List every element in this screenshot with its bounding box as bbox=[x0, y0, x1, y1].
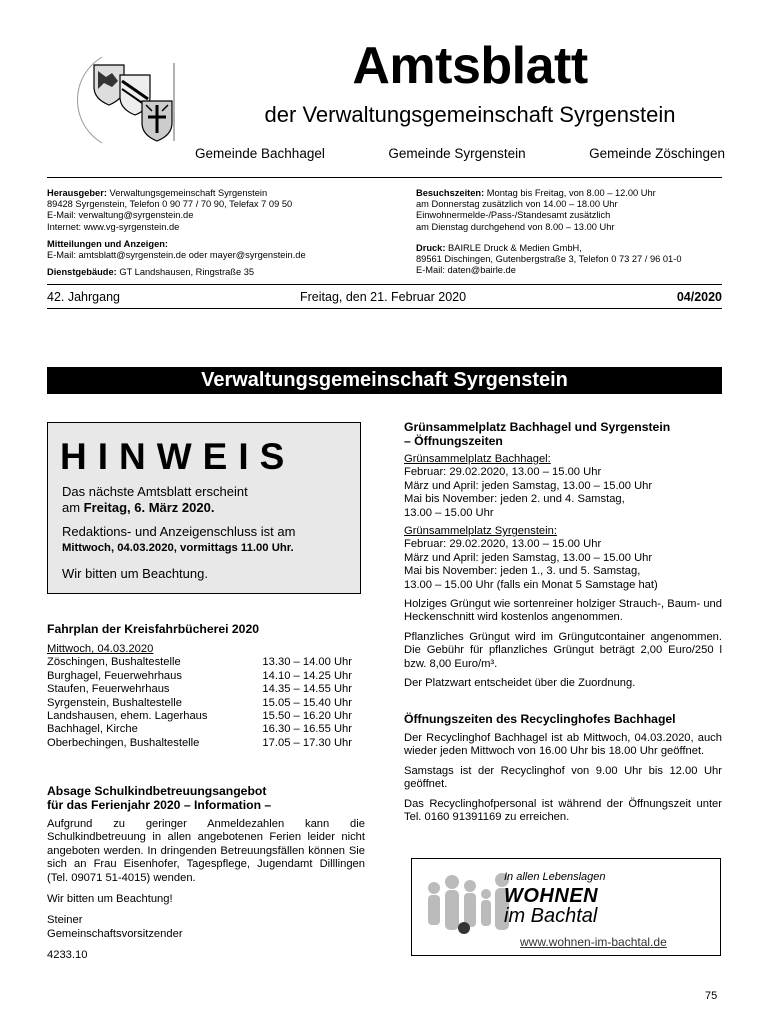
schedule-heading: Fahrplan der Kreisfahrbücherei 2020 bbox=[47, 622, 260, 636]
stop-time: 15.05 – 15.40 Uhr bbox=[262, 696, 352, 709]
stop-place: Bachhagel, Kirche bbox=[47, 723, 138, 736]
ad-brand-sub: im Bachtal bbox=[504, 905, 598, 927]
table-row bbox=[47, 737, 352, 750]
divider bbox=[47, 284, 722, 285]
table-row bbox=[47, 710, 352, 723]
stop-time: 13.30 – 14.00 Uhr bbox=[262, 656, 352, 669]
stop-time: 15.50 – 16.20 Uhr bbox=[262, 710, 352, 723]
publisher-info: Herausgeber: Verwaltungsgemeinschaft Syrgenstein 89428 Syrgenstein, Telefon 0 90 77 / 70 90, Telefax 7 09 50 E-Mail: verwaltung@syrgenstein.de Internet: www.vg-syrgenstein.de Mitteilungen und Anzeigen: E-Mail: amtsblatt@syrgenstein.de oder mayer@syrgenstein.de Dienstgebäude: GT Landshausen, Ringstraße 35 bbox=[47, 188, 306, 278]
signer: Steiner bbox=[47, 914, 83, 927]
stop-place: Staufen, Feuerwehrhaus bbox=[47, 683, 170, 696]
issue-date: Freitag, den 21. Februar 2020 bbox=[300, 290, 467, 304]
reference-number: 4233.10 bbox=[47, 949, 88, 962]
notice-title: HINWEIS bbox=[60, 436, 296, 477]
section-banner: Verwaltungsgemeinschaft Syrgenstein bbox=[47, 367, 722, 394]
ad-tagline: In allen Lebenslagen bbox=[504, 871, 606, 883]
masthead-title: Amtsblatt bbox=[352, 37, 588, 95]
table-row bbox=[47, 670, 352, 683]
cancellation-heading: Absage Schulkindbetreuungsangebot bbox=[47, 784, 267, 798]
recycling-heading: Öffnungszeiten des Recyclinghofes Bachhagel bbox=[404, 712, 676, 726]
schedule-table bbox=[47, 656, 352, 750]
ad-url-link[interactable]: www.wohnen-im-bachtal.de bbox=[520, 935, 667, 949]
masthead-subtitle: der Verwaltungsgemeinschaft Syrgenstein bbox=[264, 102, 676, 127]
issue-number: 04/2020 bbox=[676, 290, 722, 304]
people-silhouettes-icon bbox=[420, 868, 516, 938]
childcare-cancellation: Absage Schulkindbetreuungsangebot für das Ferienjahr 2020 – Information – Aufgrund zu geringer Anmeldezahlen kann die Schulkindbetreuung in allen angebotenen Ferien leider nicht angeboten werden. In dringenden Betreuungsfällen können Sie sich an Frau Eisenhofer, Tagespflege, Jugendamt Dilllingen (Tel. 09071 51-4015) wenden. Wir bitten um Beachtung! Steiner Gemeinschaftsvorsitzender 4233.10 bbox=[47, 784, 365, 962]
green-waste-heading: Grünsammelplatz Bachhagel und Syrgenstein bbox=[404, 420, 671, 434]
divider bbox=[47, 308, 722, 309]
recycling-hours: Öffnungszeiten des Recyclinghofes Bachhagel Der Recyclinghof Bachhagel ist ab Mittwoch, 04.03.2020, auch wieder jeden Mittwoch von 16.00 Uhr bis 18.00 Uhr geöffnet. Samstags ist der Recyclinghof von 9.00 Uhr bis 12.00 Uhr geöffnet. Das Recyclinghofpersonal ist während der Öffnungszeit unter Tel. 0160 91391169 zu erreichen. bbox=[404, 712, 722, 824]
stop-place: Syrgenstein, Bushaltestelle bbox=[47, 696, 182, 709]
municipality-syrgenstein: Gemeinde Syrgenstein bbox=[388, 146, 526, 161]
notice-text: Das nächste Amtsblatt erscheint am Freitag, 6. März 2020. Redaktions- und Anzeigenschluss ist am Mittwoch, 04.03.2020, vormittags 11.00 Uhr. Wir bitten um Beachtung. bbox=[62, 484, 296, 581]
stop-place: Oberbechingen, Bushaltestelle bbox=[47, 736, 200, 749]
divider bbox=[47, 177, 722, 178]
stop-time: 14.10 – 14.25 Uhr bbox=[262, 669, 352, 682]
municipality-bachhagel: Gemeinde Bachhagel bbox=[195, 146, 325, 161]
coat-of-arms-logo bbox=[62, 45, 182, 155]
schedule-date: Mittwoch, 04.03.2020 bbox=[47, 643, 154, 655]
library-bus-schedule bbox=[47, 622, 352, 750]
stop-time: 14.35 – 14.55 Uhr bbox=[262, 683, 352, 696]
table-row bbox=[47, 683, 352, 696]
table-row bbox=[47, 697, 352, 710]
municipality-zoeschingen: Gemeinde Zöschingen bbox=[589, 146, 725, 161]
municipality-list bbox=[195, 146, 725, 161]
stop-place: Landshausen, ehem. Lagerhaus bbox=[47, 710, 208, 723]
ad-brand: WOHNEN bbox=[504, 885, 599, 907]
volume: 42. Jahrgang bbox=[47, 290, 120, 304]
stop-time: 16.30 – 16.55 Uhr bbox=[262, 723, 352, 736]
visiting-info: Besuchszeiten: Montag bis Freitag, von 8.00 – 12.00 Uhr am Donnerstag zusätzlich von 14.00 – 18.00 Uhr Einwohnermelde-/Pass-/Standesamt zusätzlich am Dienstag durchgehend von 8.00 – 13.00 Uhr Druck: BAIRLE Druck & Medien GmbH, 89561 Dischingen, Gutenbergstraße 3, Telefon 0 73 27 / 96 01-0 E-Mail: daten@bairle.de bbox=[416, 188, 682, 276]
table-row bbox=[47, 656, 352, 669]
stop-time: 17.05 – 17.30 Uhr bbox=[262, 736, 352, 749]
green-waste-hours: Grünsammelplatz Bachhagel und Syrgenstein – Öffnungszeiten Grünsammelplatz Bachhagel: Februar: 29.02.2020, 13.00 – 15.00 Uhr März und April: jeden Samstag, 13.00 – 15.00 Uhr Mai bis November: jeden 2. und 4. Samstag, 13.00 – 15.00 Uhr Grünsammelplatz Syrgenstein: Februar: 29.02.2020, 13.00 – 15.00 Uhr März und April: jeden Samstag, 13.00 – 15.00 Uhr Mai bis November: jeden 1., 3. und 5. Samstag, 13.00 – 15.00 Uhr (falls ein Monat 5 Samstage hat) Holziges Grüngut wie sortenreiner holziger Strauch-, Baum- und Heckenschnitt wird kostenlos angenommen. Pflanzliches Grüngut wird im Grüngutcontainer angenommen. Die Gebühr für pflanzliches Grüngut beträgt 2,00 Euro/250 l bzw. 8,00 Euro/m³. Der Platzwart entscheidet über die Zuordnung. bbox=[404, 420, 722, 690]
stop-place: Zöschingen, Bushaltestelle bbox=[47, 656, 181, 669]
stop-place: Burghagel, Feuerwehrhaus bbox=[47, 669, 182, 682]
table-row bbox=[47, 723, 352, 736]
page-number: 75 bbox=[705, 990, 718, 1002]
